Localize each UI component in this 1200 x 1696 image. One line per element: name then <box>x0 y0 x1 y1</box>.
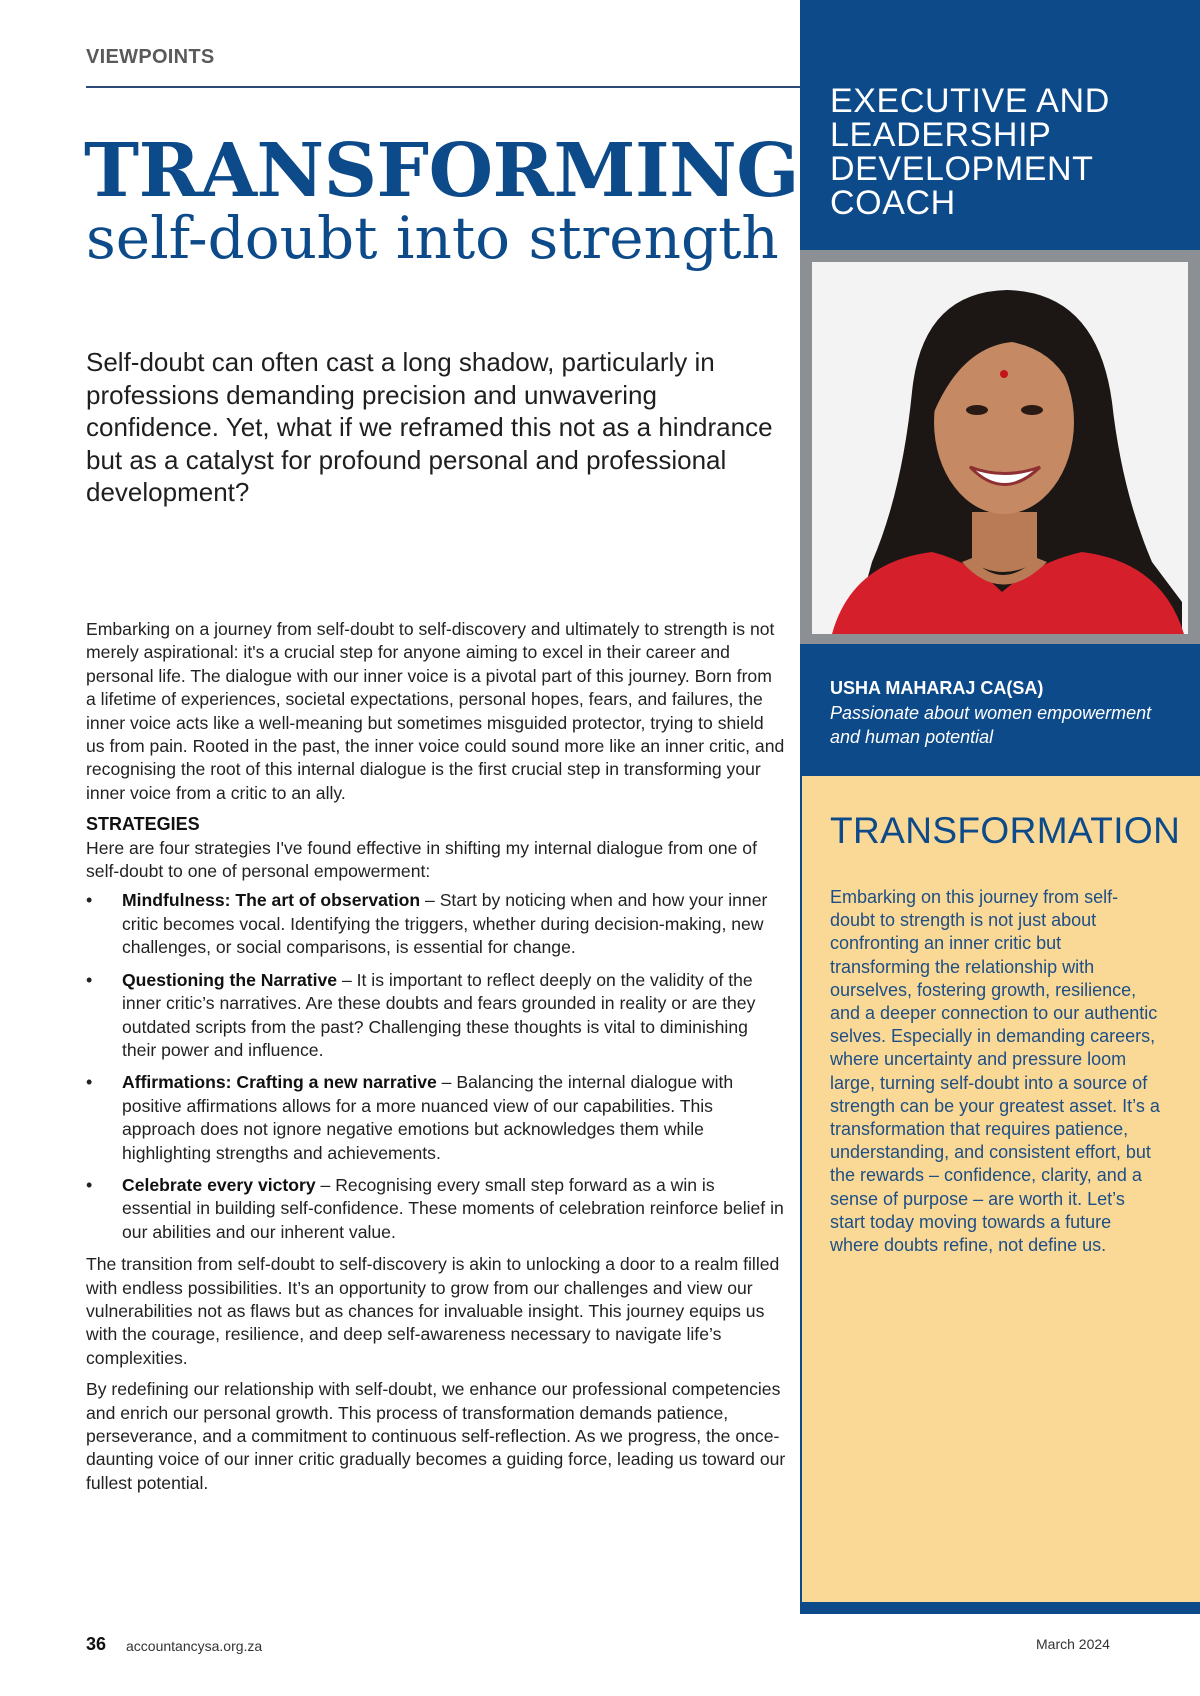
strategy-text: – Recognising every small step forward as a win is essential in building self-confidence. These moments of celebration reinforce belief in our abilities and our inherent value. <box>122 1174 784 1242</box>
strategy-text: – It is important to reflect deeply on the validity of the inner critic’s narratives. Are these doubts and fears grounded in reality or are they outdated scripts from the past? Challenging these thoughts is vital to diminishing their power and influence. <box>122 969 756 1060</box>
author-photo <box>812 262 1188 634</box>
sidebar-role: EXECUTIVE AND LEADERSHIP DEVELOPMENT COACH <box>830 82 1110 222</box>
bullet-icon: • <box>86 969 93 990</box>
header-rule <box>86 86 800 88</box>
strategy-title: Celebrate every victory <box>122 1174 316 1195</box>
strategy-text: – Start by noticing when and how your inner critic becomes vocal. Identifying the triggers, whether during decision-making, new challenges, or social comparisons, is essential for change. <box>122 890 768 958</box>
strategies-intro: Here are four strategies I've found effective in shifting my internal dialogue from one of self-doubt to one of personal empowerment: <box>86 837 757 882</box>
list-item <box>86 889 786 959</box>
strategy-title: Mindfulness: The art of observation <box>122 890 421 911</box>
article-title-main: TRANSFORMING <box>84 128 799 214</box>
sidebar <box>800 0 1200 1614</box>
article-body <box>86 618 786 1503</box>
footer-date: March 2024 <box>1036 1636 1110 1652</box>
strategy-text: – Balancing the internal dialogue with positive affirmations allows for a more nuanced view of our capabilities. This approach does not ignore negative emotions but acknowledges them while highlighting strengths and achievements. <box>122 1072 734 1163</box>
bullet-icon: • <box>86 890 93 911</box>
transformation-text: Embarking on this journey from self-doubt to strength is not just about confronting an inner critic but transforming the relationship with ourselves, fostering growth, resilience, and a deeper connection to our authentic selves. Especially in demanding careers, where uncertainty and pressure loom large, turning self-doubt into a source of strength can be your greatest asset. It’s a transformation that requires patience, understanding, and consistent effort, but the rewards – confidence, clarity, and a sense of purpose – are worth it. Let’s start today moving towards a future where doubts refine, not define us. <box>830 887 1160 1256</box>
list-item <box>86 969 786 1063</box>
portrait-illustration <box>812 262 1188 634</box>
list-item <box>86 1174 786 1244</box>
author-description: Passionate about women empowerment and human potential <box>830 703 1152 747</box>
body-paragraph-1: Embarking on a journey from self-doubt to self-discovery and ultimately to strength is not merely aspirational: it's a crucial step for anyone aiming to excel in their career and personal life. The dialogue with our inner voice is a pivotal part of this journey. Born from a lifetime of experiences, societal expectations, personal hopes, fears, and failures, the inner voice acts like a well-meaning but sometimes misguided protector, trying to shield us from pain. Rooted in the past, the inner voice could sound more like an inner critic, and recognising the root of this internal dialogue is the first crucial step in transforming your inner voice from a critic to an ally. <box>86 619 785 803</box>
bullet-icon: • <box>86 1072 93 1093</box>
author-name: USHA MAHARAJ CA(SA) <box>830 678 1044 698</box>
strategy-title: Affirmations: Crafting a new narrative <box>122 1072 437 1093</box>
sidebar-bottom-rule <box>800 1602 1200 1614</box>
footer-site: accountancysa.org.za <box>126 1638 263 1654</box>
author-bio-panel <box>800 644 1200 776</box>
strategies-heading: STRATEGIES <box>86 814 200 835</box>
author-photo-frame <box>800 250 1200 644</box>
strategy-title: Questioning the Narrative <box>122 969 338 990</box>
page-number: 36 <box>86 1634 107 1654</box>
article-intro: Self-doubt can often cast a long shadow, particularly in professions demanding precision and unwavering confidence. Yet, what if we reframed this not as a hindrance but as a catalyst for profound personal and professional development? <box>86 347 773 507</box>
article-title-sub: self-doubt into strength <box>86 204 779 272</box>
list-item <box>86 1071 786 1165</box>
transformation-box <box>800 776 1200 1614</box>
section-label: VIEWPOINTS <box>86 46 215 68</box>
body-paragraph-2: The transition from self-doubt to self-discovery is akin to unlocking a door to a realm filled with endless possibilities. It’s an opportunity to grow from our challenges and view our vulnerabilities not as flaws but as chances for invaluable insight. This journey equips us with the courage, resilience, and deep self-awareness necessary to navigate life’s complexities. <box>86 1254 780 1368</box>
bullet-icon: • <box>86 1174 93 1195</box>
body-paragraph-3: By redefining our relationship with self-doubt, we enhance our professional competencies and enrich our personal growth. This process of transformation demands patience, perseverance, and a commitment to continuous self-reflection. As we progress, the once-daunting voice of our inner critic gradually becomes a guiding force, leading us toward our fullest potential. <box>86 1379 786 1493</box>
transformation-title: TRANSFORMATION <box>830 810 1181 851</box>
sidebar-role-panel <box>800 0 1200 250</box>
strategies-list <box>86 889 786 1244</box>
